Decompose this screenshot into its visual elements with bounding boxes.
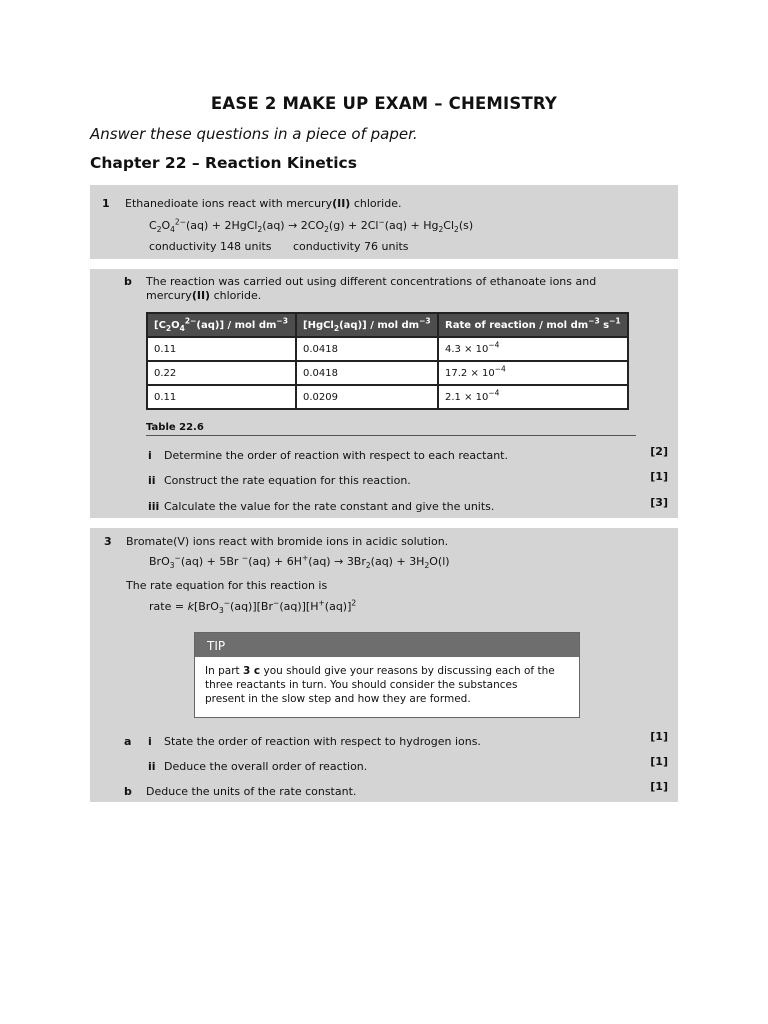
part-number: i xyxy=(148,449,152,462)
table-cell: 0.0209 xyxy=(296,385,438,409)
column-header: $[C_2O_4^{2-}(aq)]$ / mol $dm^{-3}$ xyxy=(147,313,296,337)
tip-box xyxy=(194,632,580,718)
part-b-line-2: mercury(II) chloride. xyxy=(146,289,262,302)
table-cell: $4.3 \times 10^{-4}$ xyxy=(438,337,628,361)
marks-value: [1] xyxy=(650,730,668,743)
part-text: Deduce the units of the rate constant. xyxy=(146,785,357,798)
table-cell: 0.0418 xyxy=(296,361,438,385)
part-text: Calculate the value for the rate constant and give the units. xyxy=(164,500,495,513)
tip-body xyxy=(195,657,579,713)
conductivity-left: conductivity 148 units xyxy=(149,240,272,253)
part-text: Deduce the overall order of reaction. xyxy=(164,760,368,773)
question-1-panel xyxy=(90,185,678,259)
part-label-b: b xyxy=(124,275,132,288)
rate-equation-intro: The rate equation for this reaction is xyxy=(126,579,328,592)
tip-line: present in the slow step and how they are formed. xyxy=(205,693,471,705)
table-cell: 0.0418 xyxy=(296,337,438,361)
part-number: ii xyxy=(148,474,156,487)
rate-equation: rate = $k[BrO_3^-(aq)][Br^-(aq)][H^+(aq)]^2$ xyxy=(149,598,357,616)
tip-line: three reactants in turn. You should consider the substances xyxy=(205,679,518,691)
chapter-heading: Chapter 22 – Reaction Kinetics xyxy=(90,154,357,172)
marks-value: [1] xyxy=(650,470,668,483)
marks-value: [2] xyxy=(650,445,668,458)
exam-title: EASE 2 MAKE UP EXAM – CHEMISTRY xyxy=(210,94,558,113)
instruction-text: Answer these questions in a piece of paper. xyxy=(90,125,418,143)
part-text: Construct the rate equation for this reaction. xyxy=(164,474,411,487)
table-row xyxy=(147,361,628,385)
marks-value: [1] xyxy=(650,755,668,768)
question-3-intro: Bromate(V) ions react with bromide ions in acidic solution. xyxy=(126,535,449,548)
part-b-line-1: The reaction was carried out using different concentrations of ethanoate ions and xyxy=(146,275,597,288)
part-label-a: a xyxy=(124,735,132,748)
column-header: Rate of reaction / mol $dm^{-3}$ $s^{-1}$ xyxy=(438,313,628,337)
part-text: State the order of reaction with respect to hydrogen ions. xyxy=(164,735,481,748)
conductivity-right: conductivity 76 units xyxy=(293,240,409,253)
concentration-rate-table xyxy=(146,312,629,410)
question-1b-panel xyxy=(90,269,678,518)
caption-divider xyxy=(146,435,636,436)
part-text: Determine the order of reaction with respect to each reactant. xyxy=(164,449,508,462)
question-1-text: Ethanedioate ions react with mercury(II) chloride. xyxy=(125,197,402,210)
part-number: iii xyxy=(148,500,160,513)
question-number: 1 xyxy=(102,197,110,210)
table-cell: 0.11 xyxy=(147,337,296,361)
tip-heading: TIP xyxy=(195,633,579,657)
bromate-equation: BrO$_3$−(aq) + 5Br $^-(aq) + 6H^+(aq) \to 3Br_2(aq) + 3H_2O(l)$ xyxy=(149,553,450,571)
part-number: ii xyxy=(148,760,156,773)
reaction-equation: $C_2O_4^{2-}(aq)$ + 2HgCl$_2$(aq) → $2CO_2(g) + 2Cl^-(aq) + Hg_2Cl_2(s)$ xyxy=(149,217,474,235)
question-3-panel xyxy=(90,528,678,802)
part-label-b: b xyxy=(124,785,132,798)
table-row xyxy=(147,337,628,361)
column-header: [HgCl$_2$(aq)] / mol $dm^{-3}$ xyxy=(296,313,438,337)
marks-value: [1] xyxy=(650,780,668,793)
table-cell: $2.1 \times 10^{-4}$ xyxy=(438,385,628,409)
table-cell: 0.11 xyxy=(147,385,296,409)
table-caption: Table 22.6 xyxy=(146,422,204,433)
table-cell: $17.2 \times 10^{-4}$ xyxy=(438,361,628,385)
marks-value: [3] xyxy=(650,496,668,509)
table-cell: 0.22 xyxy=(147,361,296,385)
question-number: 3 xyxy=(104,535,112,548)
table-row xyxy=(147,385,628,409)
table-header-row xyxy=(147,313,628,337)
part-number: i xyxy=(148,735,152,748)
tip-line: In part 3 c you should give your reasons by discussing each of the xyxy=(205,665,555,677)
